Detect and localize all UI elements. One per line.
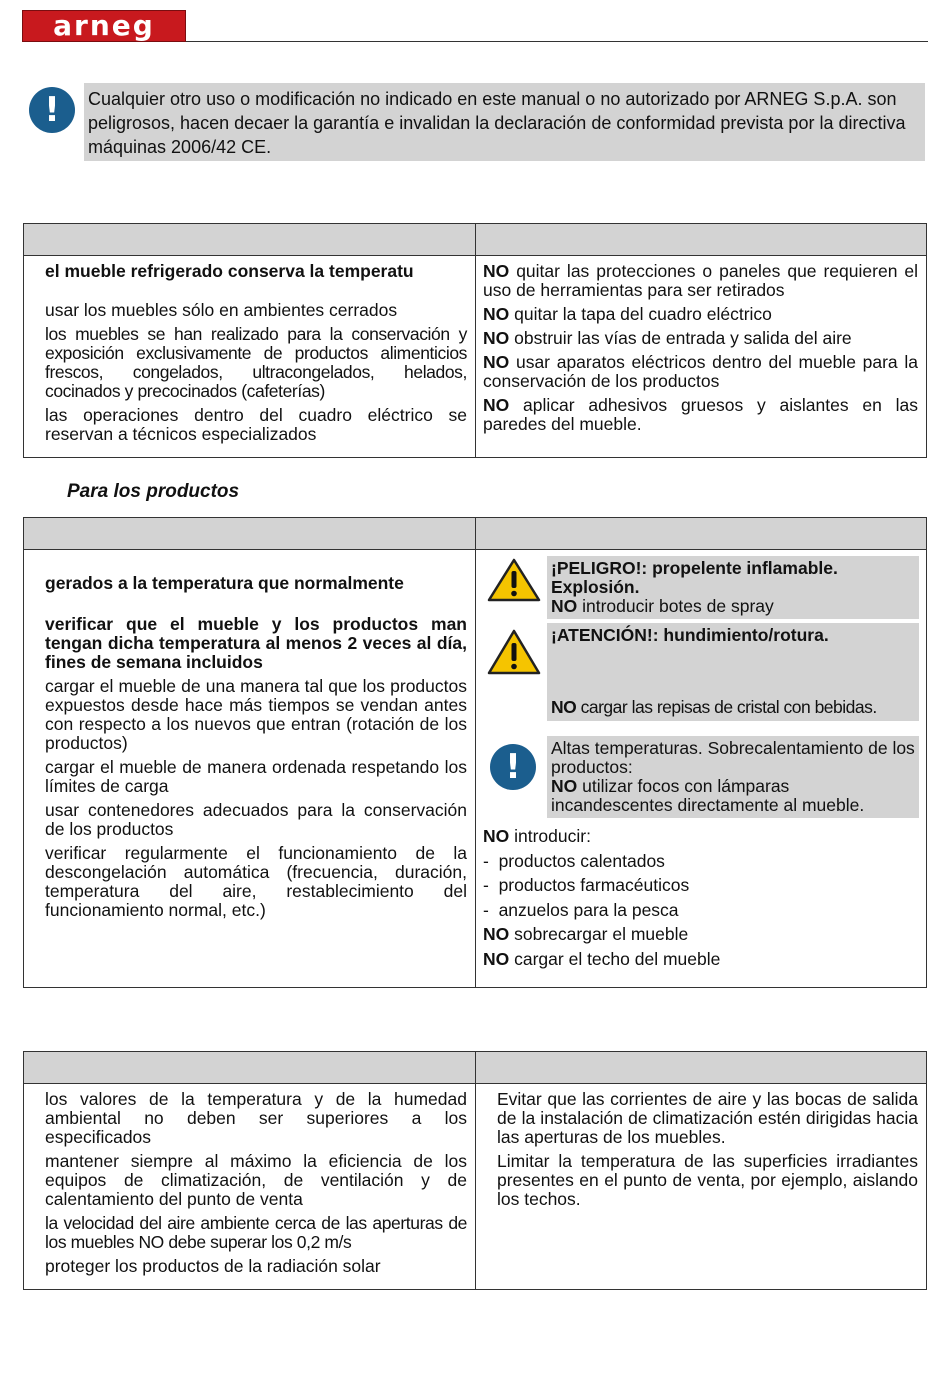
usage-table-header-right: [476, 224, 927, 256]
usage-dont-item: NO quitar las protecciones o paneles que requieren el uso de herramientas para ser retirados: [483, 261, 918, 300]
arneg-logo: [22, 10, 186, 42]
usage-do-item: los muebles se han realizado para la conservación y exposición exclusivamente de productos alimenticios frescos, congelados, ultracongelados, helados, cocinados y precocinados (cafeterías): [45, 324, 467, 401]
header-rule: [186, 41, 928, 42]
section-title-products: Para los productos: [67, 481, 240, 502]
usage-table: [23, 223, 927, 458]
environment-table: [23, 1051, 927, 1290]
environment-table-header-left: [24, 1052, 476, 1084]
usage-dont-item: NO obstruir las vías de entrada y salida del aire: [483, 328, 852, 348]
warning-collapse: [483, 623, 919, 721]
environment-right-item: Evitar que las corrientes de aire y las bocas de salida de la instalación de climatización estén dirigidas hacia las aperturas de los muebles.: [497, 1089, 918, 1147]
usage-do-item: las operaciones dentro del cuadro eléctrico se reservan a técnicos especializados: [45, 405, 467, 444]
logo-text: arneg: [53, 9, 155, 42]
no-roof-item: NO cargar el techo del mueble: [483, 948, 721, 969]
warning-triangle-icon: [487, 558, 541, 602]
environment-left-item: la velocidad del aire ambiente cerca de las aperturas de los muebles NO debe superar los 0,2 m/s: [45, 1213, 467, 1252]
environment-right-item: Limitar la temperatura de las superficies irradiantes presentes en el punto de venta, por ejemplo, aislando los techos.: [497, 1151, 918, 1209]
dash-item: - productos calentados: [483, 850, 665, 871]
warranty-notice: [84, 83, 925, 161]
usage-dont-item: NO quitar la tapa del cuadro eléctrico: [483, 304, 772, 324]
usage-table-header-left: [24, 224, 476, 256]
warning-temperature-title: Altas temperaturas. Sobrecalentamiento de los productos:: [551, 738, 915, 777]
environment-right-cell: [476, 1084, 927, 1290]
warning-flammable-text: NO introducir botes de spray: [551, 596, 774, 616]
dash-item: - productos farmacéuticos: [483, 875, 690, 895]
products-table-header-left: [24, 518, 476, 550]
products-table: [23, 517, 927, 988]
products-do-item: gerados a la temperatura que normalmente: [45, 573, 404, 593]
notice-text: Cualquier otro uso o modificación no indicado en este manual o no autorizado por ARNEG S.p.A. son peligrosos, hacen decaer la garantía e invalidan la declaración de conformidad prevista por la directiva máquinas 2006/42 CE.: [88, 89, 906, 157]
products-do-item: verificar que el mueble y los productos man tengan dicha temperatura al menos 2 veces al día, fines de semana incluidos: [45, 614, 467, 672]
products-table-header-right: [476, 518, 927, 550]
usage-dont-item: NO usar aparatos eléctricos dentro del mueble para la conservación de los productos: [483, 352, 918, 391]
environment-left-cell: [24, 1084, 476, 1290]
products-do-item: verificar regularmente el funcionamiento de la descongelación automática (frecuencia, duración, temperatura del aire, restablecimiento del funcionamiento normal, etc.): [45, 843, 467, 920]
no-introduce-label: NO introducir:: [483, 826, 591, 846]
warning-collapse-text: NO cargar las repisas de cristal con bebidas.: [551, 697, 877, 717]
warning-collapse-title: ¡ATENCIÓN!: hundimiento/rotura.: [551, 625, 829, 645]
usage-do-cell: [24, 256, 476, 458]
products-do-cell: [24, 550, 476, 988]
usage-dont-cell: [476, 256, 927, 458]
environment-left-item: los valores de la temperatura y de la humedad ambiental no deben ser superiores a los especificados: [45, 1089, 467, 1147]
environment-left-item: proteger los productos de la radiación solar: [45, 1256, 381, 1276]
no-overload-item: NO sobrecargar el mueble: [483, 924, 689, 944]
environment-table-header-right: [476, 1052, 927, 1084]
usage-dont-item: NO aplicar adhesivos gruesos y aislantes en las paredes del mueble.: [483, 395, 918, 434]
products-dont-cell: [476, 550, 927, 988]
dash-item: - anzuelos para la pesca: [483, 899, 679, 920]
usage-do-item: usar los muebles sólo en ambientes cerrados: [45, 300, 398, 320]
exclamation-icon: [490, 744, 536, 790]
usage-do-item: el mueble refrigerado conserva la temperatu: [45, 261, 414, 281]
products-do-item: cargar el mueble de manera ordenada respetando los límites de carga: [45, 757, 467, 796]
warning-temperature-text: NO utilizar focos con lámparas incandescentes directamente al mueble.: [551, 776, 865, 815]
exclamation-icon: [29, 87, 75, 133]
environment-left-item: mantener siempre al máximo la eficiencia de los equipos de climatización, de ventilación y de calentamiento del punto de venta: [45, 1151, 467, 1209]
warning-flammable-title: ¡PELIGRO!: propelente inflamable. Explosión.: [551, 558, 838, 597]
warning-flammable: [483, 556, 919, 619]
warning-triangle-icon: [487, 629, 541, 675]
products-do-item: usar contenedores adecuados para la conservación de los productos: [45, 800, 467, 839]
warning-temperature: [483, 736, 919, 818]
products-do-item: cargar el mueble de una manera tal que los productos expuestos desde hace más tiempos se vendan antes con respecto a los nuevos que entran (rotación de los productos): [45, 676, 467, 753]
